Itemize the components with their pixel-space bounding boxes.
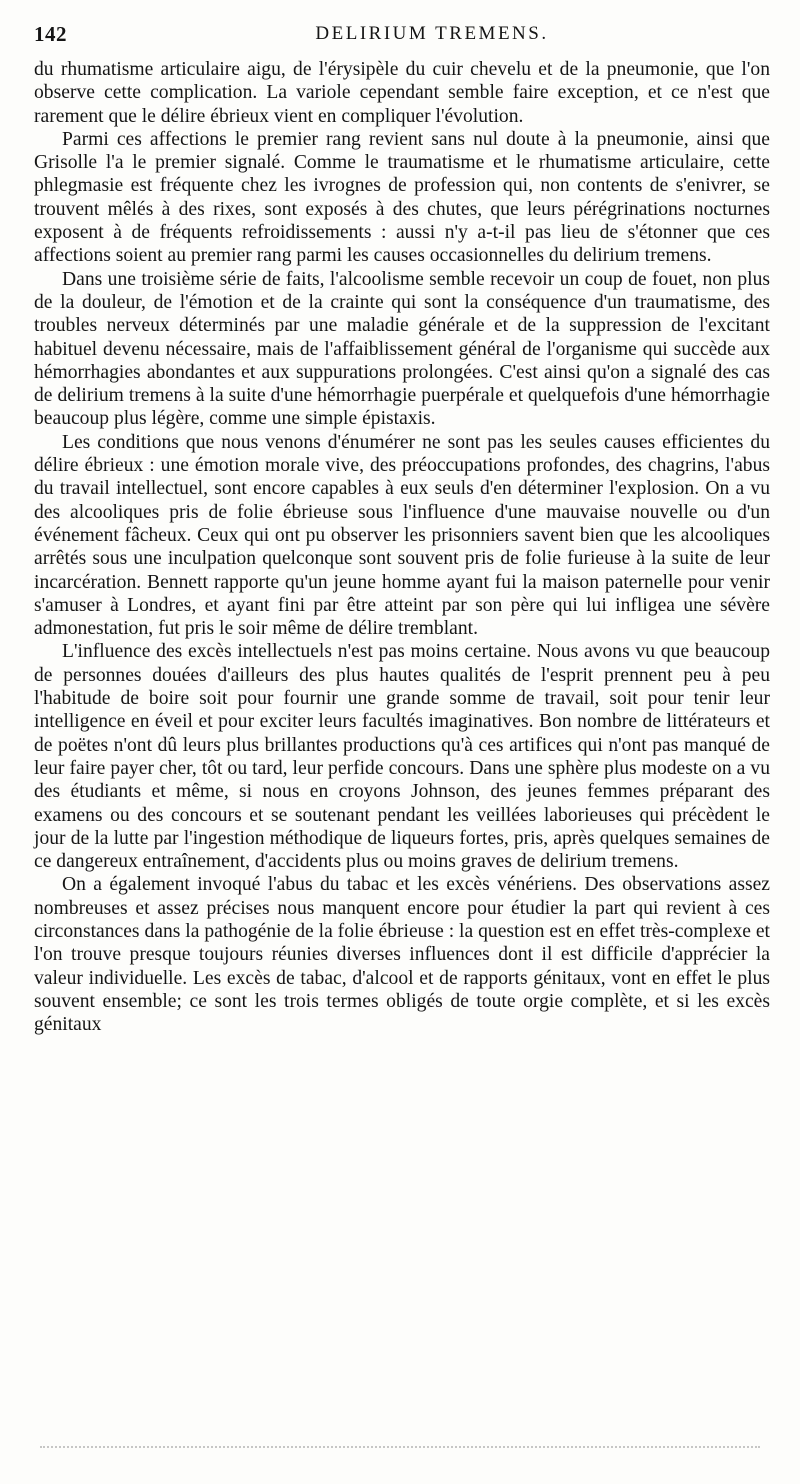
page-number: 142: [34, 22, 67, 46]
paragraph: L'influence des excès intellectuels n'est pas moins certaine. Nous avons vu que beaucoup de personnes douées d'ailleurs des plus hautes qualités de l'esprit prennent peu à peu l'habitude de boire soit pour fournir une grande somme de travail, soit pour tenir leur intelligence en éveil et pour exciter leurs facultés imaginatives. Bon nombre de littérateurs et de poëtes n'ont dû leurs plus brillantes productions qu'à ces artifices qui n'ont pas manqué de leur faire payer cher, tôt ou tard, leur perfide concours. Dans une sphère plus modeste on a vu des étudiants et même, si nous en croyons Johnson, des jeunes femmes préparant des examens ou des concours et se soutenant pendant les veillées laborieuses qui précèdent le jour de la lutte par l'ingestion méthodique de liqueurs fortes, pris, après quelques semaines de ce dangereux entraînement, d'accidents plus ou moins graves de delirium tremens.: [34, 641, 770, 873]
paragraph: Parmi ces affections le premier rang revient sans nul doute à la pneumonie, ainsi que Grisolle l'a le premier signalé. Comme le traumatisme et le rhumatisme articulaire, cette phlegmasie est fréquente chez les ivrognes de profession qui, non contents de s'enivrer, se trouvent mêlés à des rixes, sont exposés à des chutes, que leurs pérégrinations nocturnes exposent à de fréquents refroidissements : aussi n'y a-t-il pas lieu de s'étonner que ces affections soient au premier rang parmi les causes occasionnelles du delirium tremens.: [34, 128, 770, 267]
page-header: [34, 22, 770, 50]
body-text: [34, 58, 770, 1036]
running-title: DELIRIUM TREMENS.: [315, 23, 549, 44]
paragraph: On a également invoqué l'abus du tabac et les excès vénériens. Des observations assez nombreuses et assez précises nous manquent encore pour étudier la part qui revient à ces circonstances dans la pathogénie de la folie ébrieuse : la question est en effet très-complexe et l'on trouve presque toujours réunies diverses influences dont il est difficile d'apprécier la valeur individuelle. Les excès de tabac, d'alcool et de rapports génitaux, vont en effet le plus souvent ensemble; ce sont les trois termes obligés de toute orgie complète, et si les excès génitaux: [34, 874, 770, 1036]
paragraph: Les conditions que nous venons d'énumérer ne sont pas les seules causes efficientes du délire ébrieux : une émotion morale vive, des préoccupations profondes, des chagrins, l'abus du travail intellectuel, sont encore capables à eux seuls d'en déterminer l'explosion. On a vu des alcooliques pris de folie ébrieuse sous l'influence d'une mauvaise nouvelle ou d'un événement fâcheux. Ceux qui ont pu observer les prisonniers savent bien que les alcooliques arrêtés sous une inculpation quelconque sont souvent pris de folie furieuse à la suite de leur incarcération. Bennett rapporte qu'un jeune homme ayant fui la maison paternelle pour venir s'amuser à Londres, et ayant fini par être atteint par son père qui lui infligea une sévère admonestation, fut pris le soir même de délire tremblant.: [34, 431, 770, 640]
scan-artifact-line: [40, 1446, 760, 1452]
paragraph: Dans une troisième série de faits, l'alcoolisme semble recevoir un coup de fouet, non plus de la douleur, de l'émotion et de la crainte qui sont la conséquence d'un traumatisme, des troubles nerveux déterminés par une maladie générale et de la suppression de l'excitant habituel devenu nécessaire, mais de l'affaiblissement général de l'organisme qui succède aux hémorrhagies abondantes et aux suppurations prolongées. C'est ainsi qu'on a signalé des cas de delirium tremens à la suite d'une hémorrhagie puerpérale et quelquefois d'une hémorrhagie beaucoup plus légère, comme une simple épistaxis.: [34, 268, 770, 430]
paragraph: du rhumatisme articulaire aigu, de l'érysipèle du cuir chevelu et de la pneumonie, que l'on observe cette complication. La variole cependant semble faire exception, et ce n'est que rarement que le délire ébrieux vient en compliquer l'évolution.: [34, 59, 770, 127]
